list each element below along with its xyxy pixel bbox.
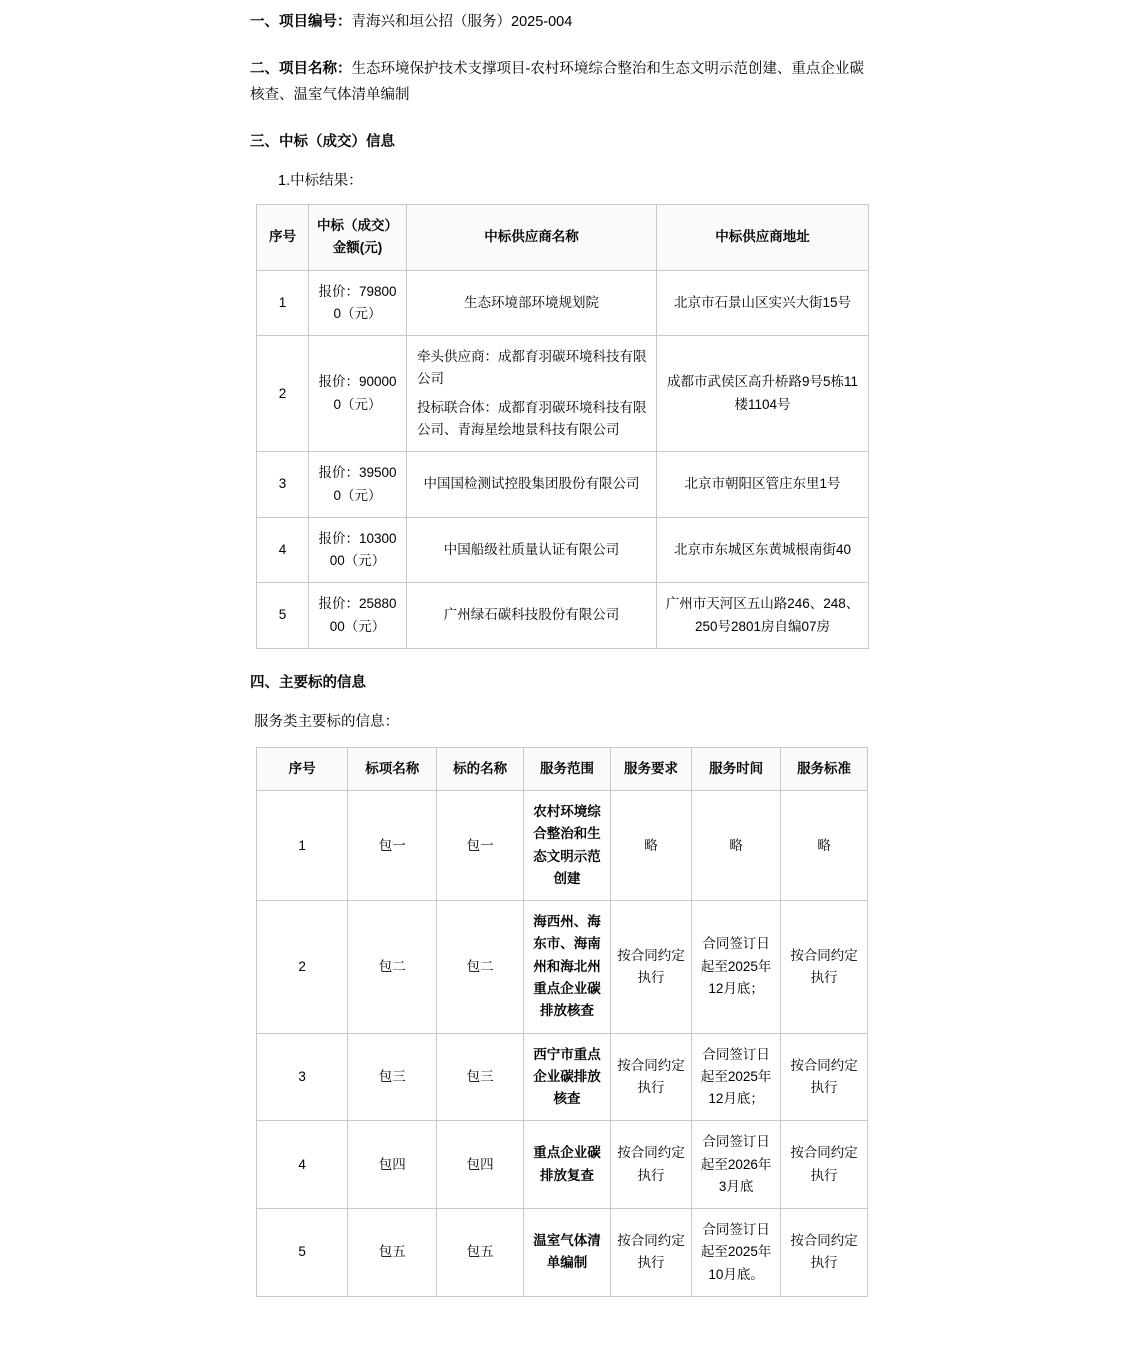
award-cell-amount: 报价：1030000（元） xyxy=(309,517,407,583)
project-number-label: 一、项目编号： xyxy=(250,14,352,30)
project-name-value: 生态环境保护技术支撑项目-农村环境综合整治和生态文明示范创建、重点企业碳核查、温室气体清单编制 xyxy=(250,61,864,103)
award-table-header-row xyxy=(257,205,869,271)
items-cell-requirement: 按合同约定执行 xyxy=(610,1121,691,1209)
items-cell-scope: 海西州、海东市、海南州和海北州重点企业碳排放核查 xyxy=(524,901,611,1033)
award-cell-address: 北京市东城区东黄城根南街40 xyxy=(657,517,869,583)
award-table-wrapper xyxy=(250,204,872,649)
items-label: 服务类主要标的信息： xyxy=(254,713,399,730)
project-name-line xyxy=(250,57,872,108)
items-col-item-name: 标项名称 xyxy=(348,747,437,790)
award-cell-address: 成都市武侯区高升桥路9号5栋11楼1104号 xyxy=(657,336,869,452)
items-cell-requirement: 按合同约定执行 xyxy=(610,1209,691,1297)
table-row xyxy=(257,336,869,452)
items-cell-target-name: 包四 xyxy=(437,1121,524,1209)
award-cell-no: 5 xyxy=(257,583,309,649)
items-cell-requirement: 按合同约定执行 xyxy=(610,901,691,1033)
items-col-duration: 服务时间 xyxy=(692,747,781,790)
award-result-label: 1.中标结果： xyxy=(278,173,363,190)
items-cell-standard: 按合同约定执行 xyxy=(781,1121,868,1209)
award-cell-amount: 报价：900000（元） xyxy=(309,336,407,452)
items-table-wrapper xyxy=(250,747,872,1297)
table-row xyxy=(257,583,869,649)
award-cell-supplier: 广州绿石碳科技股份有限公司 xyxy=(407,583,657,649)
award-cell-no: 4 xyxy=(257,517,309,583)
items-cell-target-name: 包一 xyxy=(437,791,524,901)
award-cell-address: 广州市天河区五山路246、248、250号2801房自编07房 xyxy=(657,583,869,649)
award-cell-amount: 报价：798000（元） xyxy=(309,270,407,336)
items-cell-item-name: 包五 xyxy=(348,1209,437,1297)
supplier-consortium-line: 投标联合体：成都育羽碳环境科技有限公司、青海星绘地景科技有限公司 xyxy=(417,399,647,437)
items-cell-standard: 按合同约定执行 xyxy=(781,1033,868,1121)
items-cell-duration: 略 xyxy=(692,791,781,901)
table-row xyxy=(257,1121,868,1209)
items-cell-no: 1 xyxy=(257,791,348,901)
award-cell-supplier: 中国国检测试控股集团股份有限公司 xyxy=(407,452,657,518)
project-number-value: 青海兴和垣公招（服务）2025-004 xyxy=(351,14,573,30)
items-cell-item-name: 包四 xyxy=(348,1121,437,1209)
supplier-lead-line: 牵头供应商：成都育羽碳环境科技有限公司 xyxy=(417,349,647,387)
supplier-lines xyxy=(417,346,648,441)
items-cell-scope: 重点企业碳排放复查 xyxy=(524,1121,611,1209)
award-col-address: 中标供应商地址 xyxy=(657,205,869,271)
award-cell-amount: 报价：395000（元） xyxy=(309,452,407,518)
items-cell-no: 4 xyxy=(257,1121,348,1209)
items-cell-standard: 略 xyxy=(781,791,868,901)
items-col-no: 序号 xyxy=(257,747,348,790)
award-cell-supplier: 生态环境部环境规划院 xyxy=(407,270,657,336)
items-cell-item-name: 包二 xyxy=(348,901,437,1033)
items-cell-scope: 西宁市重点企业碳排放核查 xyxy=(524,1033,611,1121)
section-heading-main-items: 四、主要标的信息 xyxy=(250,674,366,691)
items-cell-scope: 农村环境综合整治和生态文明示范创建 xyxy=(524,791,611,901)
award-col-supplier: 中标供应商名称 xyxy=(407,205,657,271)
items-cell-target-name: 包三 xyxy=(437,1033,524,1121)
items-cell-duration: 合同签订日起至2025年12月底； xyxy=(692,1033,781,1121)
items-cell-no: 5 xyxy=(257,1209,348,1297)
items-table-header-row xyxy=(257,747,868,790)
items-cell-requirement: 略 xyxy=(610,791,691,901)
table-row xyxy=(257,1209,868,1297)
award-cell-no: 1 xyxy=(257,270,309,336)
items-col-scope: 服务范围 xyxy=(524,747,611,790)
items-col-target-name: 标的名称 xyxy=(437,747,524,790)
items-cell-duration: 合同签订日起至2025年12月底； xyxy=(692,901,781,1033)
award-table xyxy=(256,204,869,649)
items-col-standard: 服务标准 xyxy=(781,747,868,790)
document-body xyxy=(0,10,1122,1297)
items-col-requirement: 服务要求 xyxy=(610,747,691,790)
items-cell-duration: 合同签订日起至2026年3月底 xyxy=(692,1121,781,1209)
award-col-amount: 中标（成交）金额(元) xyxy=(309,205,407,271)
award-cell-address: 北京市朝阳区管庄东里1号 xyxy=(657,452,869,518)
items-cell-scope: 温室气体清单编制 xyxy=(524,1209,611,1297)
section-heading-award-info: 三、中标（成交）信息 xyxy=(250,134,395,151)
award-cell-supplier xyxy=(407,336,657,452)
items-cell-target-name: 包二 xyxy=(437,901,524,1033)
award-cell-no: 3 xyxy=(257,452,309,518)
award-col-no: 序号 xyxy=(257,205,309,271)
award-cell-amount: 报价：2588000（元） xyxy=(309,583,407,649)
table-row xyxy=(257,1033,868,1121)
items-cell-target-name: 包五 xyxy=(437,1209,524,1297)
table-row xyxy=(257,791,868,901)
items-cell-requirement: 按合同约定执行 xyxy=(610,1033,691,1121)
project-number-line xyxy=(250,10,872,35)
table-row xyxy=(257,901,868,1033)
project-name-label: 二、项目名称： xyxy=(250,61,352,78)
award-cell-supplier: 中国船级社质量认证有限公司 xyxy=(407,517,657,583)
table-row xyxy=(257,452,869,518)
items-cell-no: 3 xyxy=(257,1033,348,1121)
award-cell-address: 北京市石景山区实兴大街15号 xyxy=(657,270,869,336)
items-cell-item-name: 包一 xyxy=(348,791,437,901)
items-cell-item-name: 包三 xyxy=(348,1033,437,1121)
items-cell-standard: 按合同约定执行 xyxy=(781,1209,868,1297)
items-table xyxy=(256,747,868,1297)
award-cell-no: 2 xyxy=(257,336,309,452)
table-row xyxy=(257,517,869,583)
items-cell-standard: 按合同约定执行 xyxy=(781,901,868,1033)
table-row xyxy=(257,270,869,336)
items-cell-no: 2 xyxy=(257,901,348,1033)
items-cell-duration: 合同签订日起至2025年10月底。 xyxy=(692,1209,781,1297)
